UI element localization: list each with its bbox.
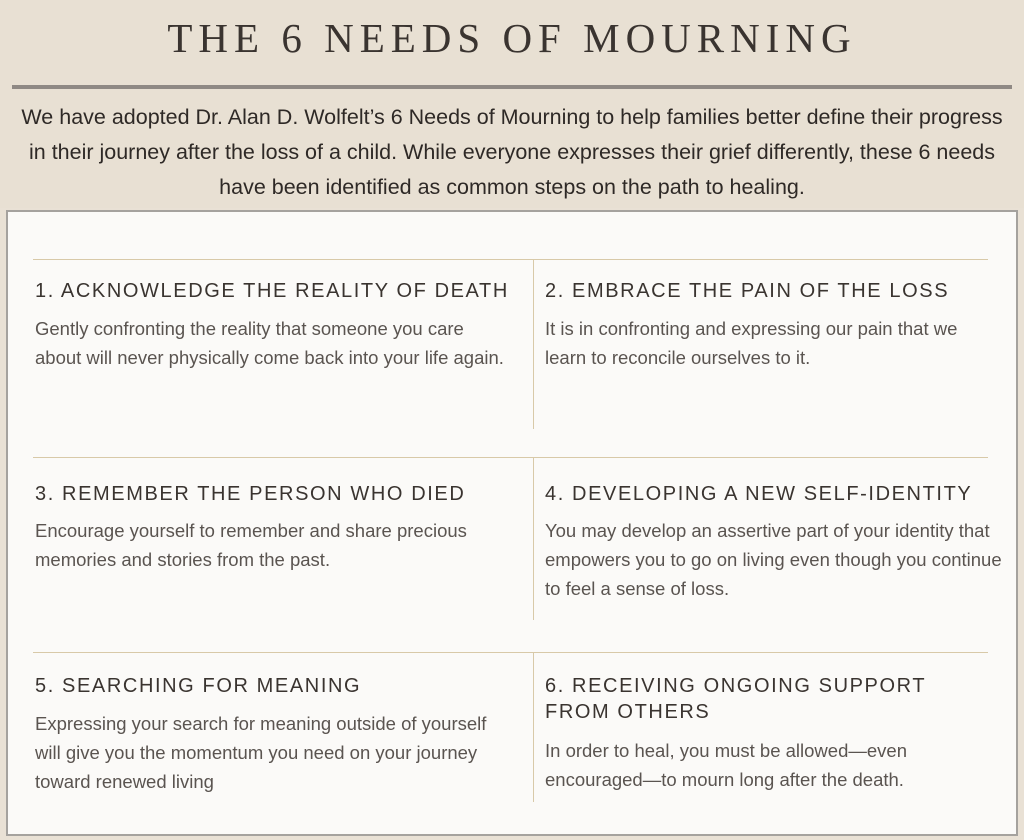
column-divider-3 [533,652,534,802]
column-divider-2 [533,457,534,620]
page-title: THE 6 NEEDS OF MOURNING [167,15,857,61]
need-1-title: 1. ACKNOWLEDGE THE REALITY OF DEATH [35,280,509,302]
need-5-description: Expressing your search for meaning outside of yourself will give you the momentum you need on your journey toward renewed living [35,713,487,792]
header [0,0,1024,208]
title-divider [12,85,1012,89]
row-divider-3 [33,652,988,653]
row-divider-1 [33,259,988,260]
column-divider-1 [533,259,534,429]
need-4-title: 4. DEVELOPING A NEW SELF-IDENTITY [545,483,973,505]
need-1-description: Gently confronting the reality that someone you care about will never physically come back into your life again. [35,318,504,368]
intro-paragraph: We have adopted Dr. Alan D. Wolfelt’s 6 Needs of Mourning to help families better define their progress in their journey after the loss of a child. While everyone expresses their grief differently, these 6 needs have been identified as common steps on the path to healing. [21,105,1003,199]
need-4-description: You may develop an assertive part of your identity that empowers you to go on living even though you continue to feel a sense of loss. [545,520,1002,599]
need-6-title: 6. RECEIVING ONGOING SUPPORT FROM OTHERS [545,675,926,723]
need-5-title: 5. SEARCHING FOR MEANING [35,675,362,697]
need-6-description: In order to heal, you must be allowed—even encouraged—to mourn long after the death. [545,740,907,790]
need-3-title: 3. REMEMBER THE PERSON WHO DIED [35,483,466,505]
need-2-title: 2. EMBRACE THE PAIN OF THE LOSS [545,280,950,302]
row-divider-2 [33,457,988,458]
need-3-description: Encourage yourself to remember and share precious memories and stories from the past. [35,520,467,570]
need-2-description: It is in confronting and expressing our pain that we learn to reconcile ourselves to it. [545,318,958,368]
